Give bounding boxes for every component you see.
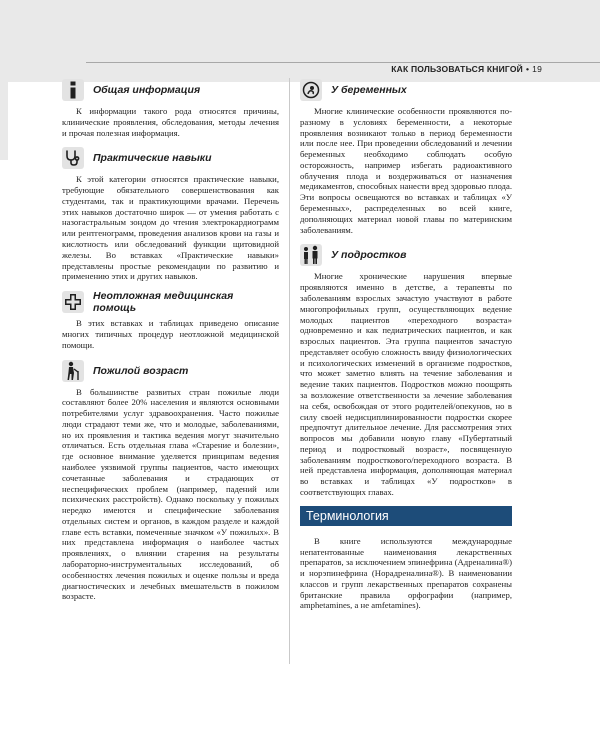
pregnancy-icon (300, 79, 322, 101)
info-icon (62, 79, 84, 101)
terminology-paragraph: В книге используются международные непатентованные наименования лекарственных препаратов, за исключением эпинефрина (Адреналина®) и норэпинефрина (Норадреналина®). В наименовании классов и групп лекарственных препаратов сохранены британские правила орфографии (например, amphetamines, а не amfetamines). (300, 535, 512, 611)
stethoscope-icon (62, 147, 84, 169)
section-title: Пожилой возраст (93, 364, 189, 377)
medical-cross-icon (62, 291, 84, 313)
elderly-person-icon (62, 360, 84, 382)
right-column (300, 78, 512, 619)
section-general-info (62, 78, 279, 138)
margin-strip (0, 82, 8, 160)
section-title: Неотложная медицинская помощь (93, 290, 234, 315)
page-number: 19 (532, 64, 542, 74)
section-title: У подростков (331, 249, 407, 262)
section-practical-skills (62, 146, 279, 282)
section-pregnancy (300, 78, 512, 235)
running-header-title: КАК ПОЛЬЗОВАТЬСЯ КНИГОЙ (391, 64, 523, 74)
column-divider (289, 78, 290, 664)
section-paragraph: К информации такого рода относятся причины, клинические проявления, обследования, методы лечения и прочая полезная информация. (62, 106, 279, 138)
section-paragraph: К этой категории относятся практические навыки, требующие обязательного совершенствования как студентами, так и практикующими врачами. Перечень этих навыков достаточно широк — от умения работать с назогастральным зондом до чтения электрокардиограмм или рентгенограмм, проведения анализов крови на газы и кислотность или обследований функции щитовидной железы. Во вставках «Практические навыки» представлены простые рекомендации по развитию и применению этих и других навыков. (62, 174, 279, 282)
section-elderly (62, 359, 279, 603)
section-heading (300, 243, 512, 267)
terminology-heading: Терминология (300, 506, 512, 526)
left-column (62, 78, 279, 610)
section-paragraph: В большинстве развитых стран пожилые люди составляют более 20% населения и являются основными потребителями услуг здравоохранения. Часто пожилые люди страдают теми же, что и молодые, заболеваниями, но их проявления и тактика ведения могут значительно отличаться. Есть отдельная глава «Старение и болезни», где основное внимание уделяется принципам ведения наиболее уязвимой группы пациентов, часто имеющих сочетанные заболевания и страдающих от неспецифических проблем (например, падений или психических расстройств). Однако поскольку у пожилых нередко имеются и специфические заболевания отдельных систем и органов, в каждом разделе и каждой главе есть вставки, помеченные значком «У пожилых». В них представлена информация о наиболее частых проявлениях, о влиянии старения на результаты лабораторно-инструментальных исследований, об особенностях лечения пожилых и оценке пользы и вреда диагностических и лечебных вмешательств в пожилом возрасте. (62, 386, 279, 602)
adolescents-icon (300, 244, 322, 266)
header-separator: • (525, 64, 530, 74)
section-adolescents (300, 243, 512, 497)
header-rule (86, 62, 600, 63)
section-paragraph: Многие хронические нарушения впервые проявляются именно в детстве, а терапевты по заболеваниям взрослых зачастую участвуют в работе многопрофильных групп, осуществляющих ведение молодых пациентов «переходного возраста» одновременно и как педиатрических пациентов, и как взрослых пациентов. Эта группа пациентов зачастую представляет особую сложность ввиду физиологических и психологических изменений в организме подростков, что может заметно влиять на течение заболевания и ведение таких пациентов. Подростков можно поощрять за возложение ответственности за лечение заболевания на себя, освобождая от этого родителей/опекунов, но в силу своей недисциплинированности подростки скорее предпочтут длительное лечение. Для рассмотрения этих вопросов мы добавили новую главу «Пубертатный период и подростковый возраст», посвященную заболеваниям подросткового/переходного возраста. В ней представлена информация, дополняющая материал во вставках и таблицах «У подростков» в соответствующих главах. (300, 271, 512, 497)
running-header (391, 64, 542, 74)
section-heading (62, 78, 279, 102)
section-title: Практические навыки (93, 152, 212, 165)
section-heading (300, 78, 512, 102)
section-emergency-care (62, 290, 279, 350)
section-title: У беременных (331, 84, 407, 96)
section-heading (62, 146, 279, 170)
section-paragraph: В этих вставках и таблицах приведено описание многих типичных процедур неотложной медицинской помощи. (62, 318, 279, 350)
section-title: Общая информация (93, 84, 201, 96)
section-paragraph: Многие клинические особенности проявляются по-разному в условиях беременности, а некоторые проявления возникают только в период беременности или после нее. При проведении обследований и лечении беременных необходимо соблюдать особую осторожность, например избегать радиоактивного облучения плода и воздерживаться от назначения медикаментов, способных нанести вред здоровью плода. Эти вопросы освещаются во вставках и таблицах «У беременных», распределенных во всей книге, дополняющих материал новой главы по материнским заболеваниям. (300, 106, 512, 235)
section-heading (62, 359, 279, 383)
section-heading (62, 290, 279, 314)
